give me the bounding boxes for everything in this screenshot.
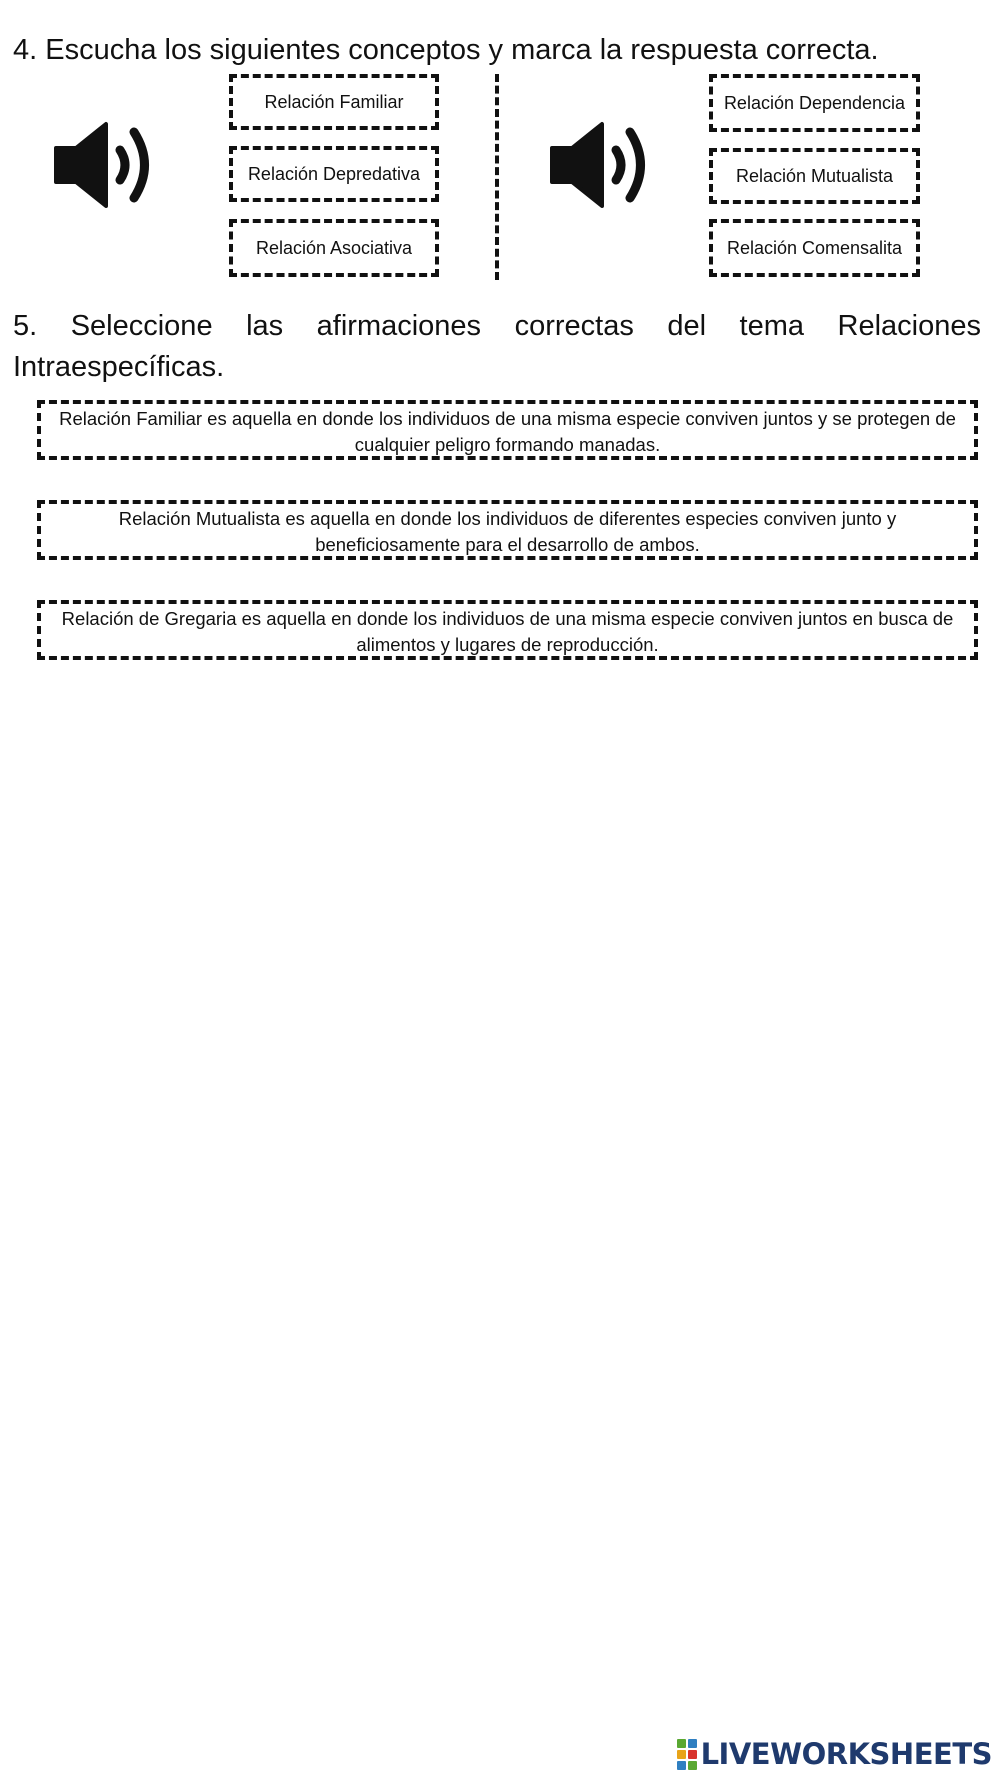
question-5-title-line-1: 5. Seleccione las afirmaciones correctas del tema Relaciones <box>13 310 981 342</box>
option-relacion-depredativa[interactable]: Relación Depredativa <box>229 146 439 202</box>
option-relacion-asociativa[interactable]: Relación Asociativa <box>229 219 439 277</box>
column-divider <box>495 74 499 280</box>
speaker-button-right[interactable] <box>550 120 660 210</box>
statement-1[interactable]: Relación Familiar es aquella en donde los individuos de una misma especie conviven juntos y se protegen de cualquier peligro formando manadas. <box>37 400 978 460</box>
option-relacion-mutualista[interactable]: Relación Mutualista <box>709 148 920 204</box>
question-5-title-line-2: Intraespecíficas. <box>13 351 225 383</box>
option-relacion-comensalita[interactable]: Relación Comensalita <box>709 219 920 277</box>
speaker-button-left[interactable] <box>54 120 164 210</box>
logo-text: LIVEWORKSHEETS <box>700 1737 992 1771</box>
question-4-title: 4. Escucha los siguientes conceptos y marca la respuesta correcta. <box>13 34 879 66</box>
speaker-volume-icon <box>54 120 164 210</box>
option-relacion-dependencia[interactable]: Relación Dependencia <box>709 74 920 132</box>
statement-3[interactable]: Relación de Gregaria es aquella en donde los individuos de una misma especie conviven juntos en busca de alimentos y lugares de reproducción. <box>37 600 978 660</box>
question-5-title <box>13 306 981 388</box>
statement-2[interactable]: Relación Mutualista es aquella en donde los individuos de diferentes especies conviven junto y beneficiosamente para el desarrollo de ambos. <box>37 500 978 560</box>
liveworksheets-logo <box>677 1736 992 1772</box>
option-relacion-familiar[interactable]: Relación Familiar <box>229 74 439 130</box>
speaker-volume-icon <box>550 120 660 210</box>
logo-mark-icon <box>677 1739 697 1770</box>
